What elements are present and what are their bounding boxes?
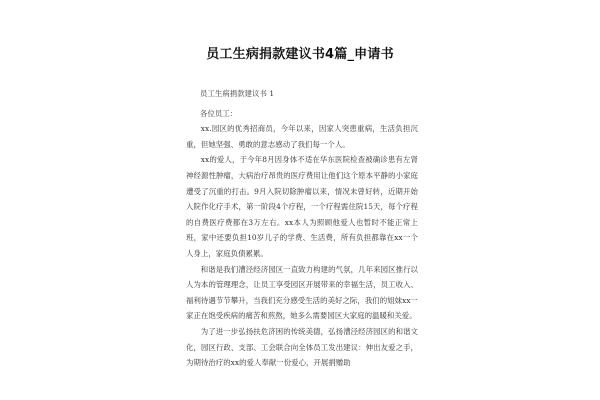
document-title: 员工生病捐款建议书4篇_申请书	[206, 47, 394, 62]
paragraph-4: 为了进一步弘扬扶危济困的传统美德，弘扬漕泾经济园区的和谐文化，园区行政、支部、工会联合向全体员工发出建议：伸出友爱之手，为期待治疗的xx的爱人奉献一份爱心，开展捐赠助	[186, 326, 418, 368]
paragraph-2: xx的爱人，于今年8月因身体不适在华东医院检查被确诊患有左肾神经源性肿瘤，大病治疗昂贵的医疗费用让他们这个原本平静的小家庭遭受了沉重的打击。9月入院切除肿瘤以来，情况未曾好转，近期开始入院作化疗手术，第一阶段4个疗程，一个疗程需住院15天，每个疗程的自费医疗费都在3万左右。xx本人为照顾他爱人也暂时不能正常上班，家中还要负担10岁儿子的学费、生活费，所有负担都靠在xx一个人身上，家庭负债累累。	[186, 155, 418, 258]
document-body	[186, 86, 418, 371]
salutation: 各位员工：	[200, 108, 238, 118]
paragraph-1: xx.园区的优秀招商员，今年以来，因家人突患重病，生活负担沉重，但她坚强、勇敢的意志感动了我们每一个人。	[186, 124, 418, 149]
document-subtitle: 员工生病捐款建议书 1	[200, 89, 275, 98]
paragraph-3: 和谐是我们漕泾经济园区一直致力构建的气氛，几年来园区推行以人为本的管理理念，让员工享受园区开展带来的幸福生活，员工收入、福利待遇节节攀升，当我们充分感受生活的美好之际，我们的姐妹xx一家正在饱受疾病的痛苦和煎熬，她多么需要园区大家庭的温暖和关爱。	[186, 264, 418, 321]
